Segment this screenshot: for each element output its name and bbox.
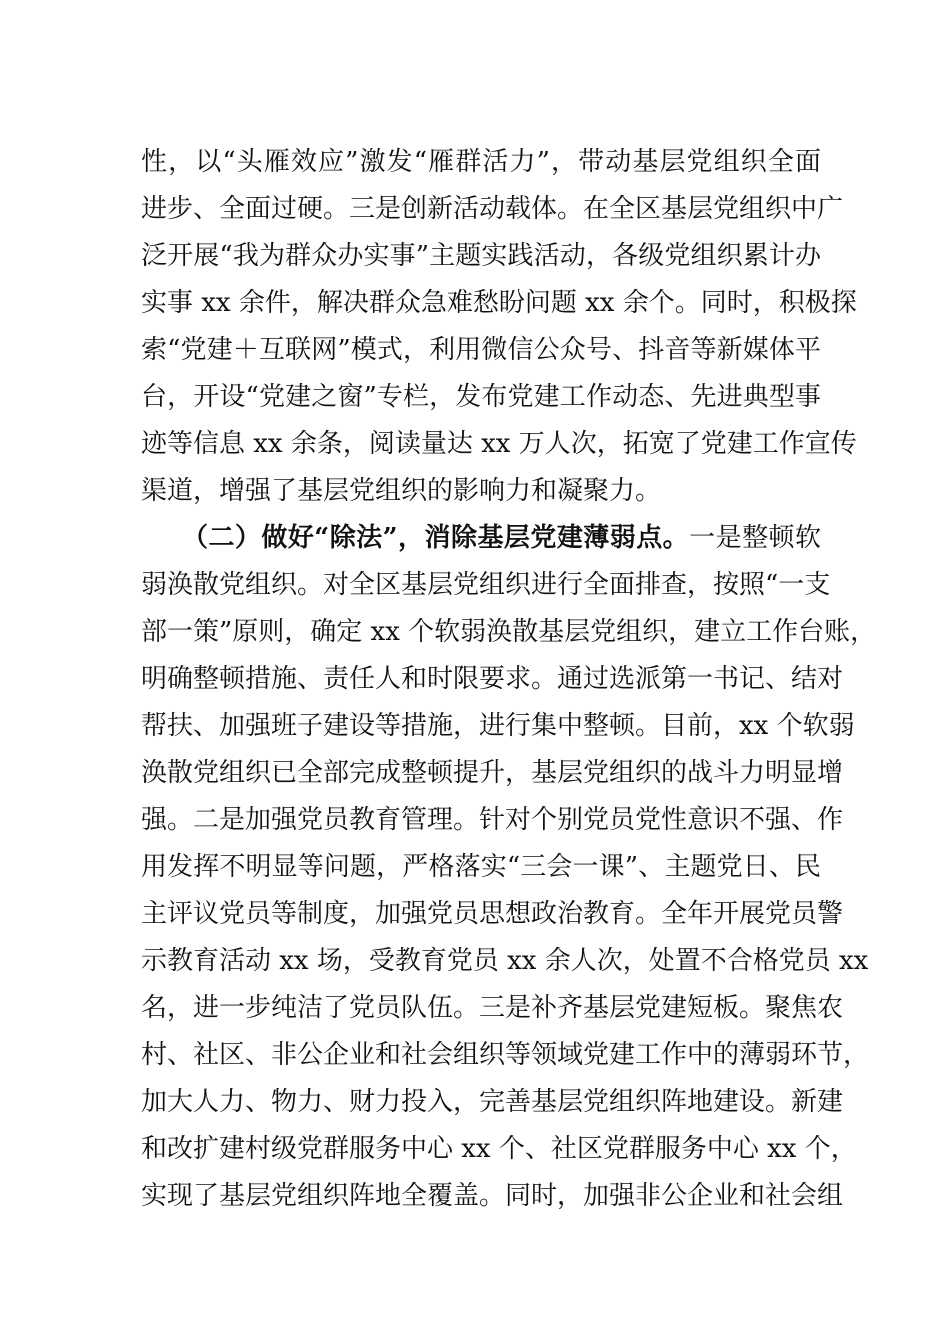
text-line: 加大人力、物力、财力投入，完善基层党组织阵地建设。新建 bbox=[141, 1087, 844, 1117]
text-line: 帮扶、加强班子建设等措施，进行集中整顿。目前，xx 个软弱 bbox=[141, 711, 855, 741]
text-line: 明确整顿措施、责任人和时限要求。通过选派第一书记、结对 bbox=[141, 664, 844, 694]
text-line: 强。二是加强党员教育管理。针对个别党员党性意识不强、作 bbox=[141, 805, 844, 835]
text-line: 索“党建＋互联网”模式，利用微信公众号、抖音等新媒体平 bbox=[141, 335, 821, 365]
text-line: 弱涣散党组织。对全区基层党组织进行全面排查，按照“一支 bbox=[141, 570, 831, 600]
text-line: 示教育活动 xx 场，受教育党员 xx 余人次，处置不合格党员 xx bbox=[141, 946, 869, 976]
text-line: 台，开设“党建之窗”专栏，发布党建工作动态、先进典型事 bbox=[141, 382, 821, 412]
text-line: 和改扩建村级党群服务中心 xx 个、社区党群服务中心 xx 个， bbox=[141, 1134, 857, 1164]
text-line: 用发挥不明显等问题，严格落实“三会一课”、主题党日、民 bbox=[141, 852, 821, 882]
text-line: 部一策”原则，确定 xx 个软弱涣散基层党组织，建立工作台账， bbox=[141, 617, 877, 647]
text-line: 实事 xx 余件，解决群众急难愁盼问题 xx 余个。同时，积极探 bbox=[141, 288, 857, 318]
first-line-text: 一是整顿软 bbox=[689, 523, 821, 553]
text-line: 涣散党组织已全部完成整顿提升，基层党组织的战斗力明显增 bbox=[141, 758, 844, 788]
section-heading: （二）做好“除法”，消除基层党建薄弱点。 bbox=[182, 523, 690, 553]
text-line: 村、社区、非公企业和社会组织等领域党建工作中的薄弱环节， bbox=[141, 1040, 870, 1070]
text-line: 渠道，增强了基层党组织的影响力和凝聚力。 bbox=[141, 476, 662, 506]
text-line: 泛开展“我为群众办实事”主题实践活动，各级党组织累计办 bbox=[141, 241, 821, 271]
text-line: 实现了基层党组织阵地全覆盖。同时，加强非公企业和社会组 bbox=[141, 1181, 844, 1211]
text-line: 迹等信息 xx 余条，阅读量达 xx 万人次，拓宽了党建工作宣传 bbox=[141, 429, 857, 459]
text-line: 性，以“头雁效应”激发“雁群活力”，带动基层党组织全面 bbox=[141, 147, 821, 177]
text-line: 名，进一步纯洁了党员队伍。三是补齐基层党建短板。聚焦农 bbox=[141, 993, 844, 1023]
paragraph-first-line bbox=[182, 521, 821, 555]
text-line: 主评议党员等制度，加强党员思想政治教育。全年开展党员警 bbox=[141, 899, 844, 929]
text-line: 进步、全面过硬。三是创新活动载体。在全区基层党组织中广 bbox=[141, 194, 844, 224]
